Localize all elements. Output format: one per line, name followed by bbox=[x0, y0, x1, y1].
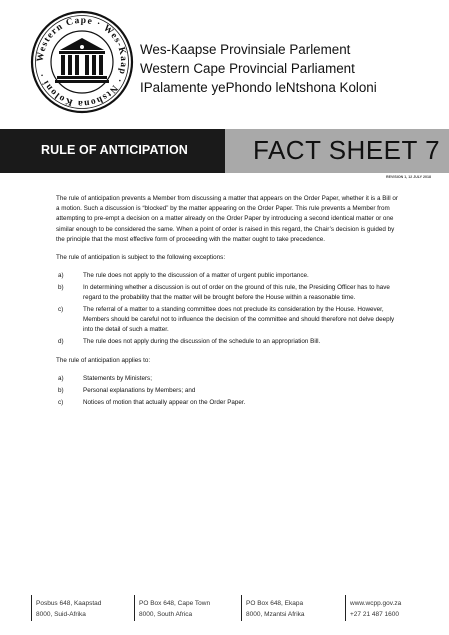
footer-divider bbox=[241, 595, 242, 621]
parliament-seal-logo bbox=[30, 10, 134, 114]
footer-address-xhosa: PO Box 648, Ekapa 8000, Mzantsi Afrika bbox=[246, 600, 305, 618]
applies-list bbox=[56, 374, 402, 408]
footer-divider bbox=[134, 595, 135, 621]
footer-divider bbox=[345, 595, 346, 621]
banner-title-block bbox=[0, 129, 225, 173]
list-item: c) The referral of a matter to a standing committee does not preclude its consideration by the House. However, Members should be careful not to influence the decision of the committee and should therefore not delve deeply into the detail of such a matter. bbox=[58, 305, 395, 334]
intro-paragraph: The rule of anticipation prevents a Member from discussing a matter that appears on the Order Paper, whether it is a Bill or a motion. Such a discussion is “blocked” by the matter appearing on the Order Paper. This rule prevents a Member from attempting to pre-empt a decision on a matter already on the Order Paper by introducing a second identical matter or one similar enough to be considered the same. When a point of order is raised in this regard, the Chair’s decision is guided by the principle that the most effective form of proceeding with the matter ought to take precedence. bbox=[56, 195, 398, 243]
banner-sheet-block bbox=[225, 129, 449, 173]
document-body bbox=[56, 194, 402, 417]
list-item: a) Statements by Ministers; bbox=[58, 375, 152, 383]
list-item: c) Notices of motion that actually appear on the Order Paper. bbox=[58, 398, 246, 406]
footer-address-afrikaans: Posbus 648, Kaapstad 8000, Suid-Afrika bbox=[36, 600, 102, 618]
list-item: b) In determining whether a discussion is out of order on the ground of this rule, the Presiding Officer has to have regard to the probability that the matter will be brought before the House within a reasonable time. bbox=[58, 283, 390, 302]
exceptions-list bbox=[56, 271, 402, 347]
building-emblem-icon bbox=[55, 38, 109, 83]
fact-sheet-number: FACT SHEET 7 bbox=[253, 135, 441, 165]
document-footer bbox=[0, 589, 449, 635]
seal-ring-text: Western Cape · Wes-Kaap · Ntshona Koloni · bbox=[35, 15, 129, 109]
parliament-names bbox=[140, 40, 377, 97]
exceptions-heading: The rule of anticipation is subject to the following exceptions: bbox=[56, 254, 226, 262]
list-item: b) Personal explanations by Members; and bbox=[58, 387, 196, 395]
svg-text:Western Cape · Wes-Kaap · Ntsh bbox=[36, 16, 128, 108]
website-link[interactable]: www.wcpp.gov.za bbox=[350, 600, 402, 607]
document-header bbox=[0, 0, 449, 128]
list-item: a) The rule does not apply to the discussion of a matter of urgent public importance. bbox=[58, 272, 309, 280]
parliament-name-xhosa: IPalamente yePhondo leNtshona Koloni bbox=[140, 80, 377, 95]
document-title: RULE OF ANTICIPATION bbox=[41, 143, 188, 157]
footer-contact bbox=[350, 599, 401, 620]
list-item: d) The rule does not apply during the discussion of the schedule to an appropriation Bill. bbox=[58, 337, 321, 345]
footer-divider bbox=[31, 595, 32, 621]
revision-note: REVISION 1, 12 JULY 2018 bbox=[386, 175, 431, 179]
parliament-name-afrikaans: Wes-Kaapse Provinsiale Parlement bbox=[140, 42, 351, 57]
title-banner bbox=[0, 129, 449, 173]
phone-number: +27 21 487 1600 bbox=[350, 610, 399, 618]
footer-address-english: PO Box 648, Cape Town 8000, South Africa bbox=[139, 600, 211, 618]
parliament-name-english: Western Cape Provincial Parliament bbox=[140, 61, 355, 76]
applies-heading: The rule of anticipation applies to: bbox=[56, 357, 151, 365]
